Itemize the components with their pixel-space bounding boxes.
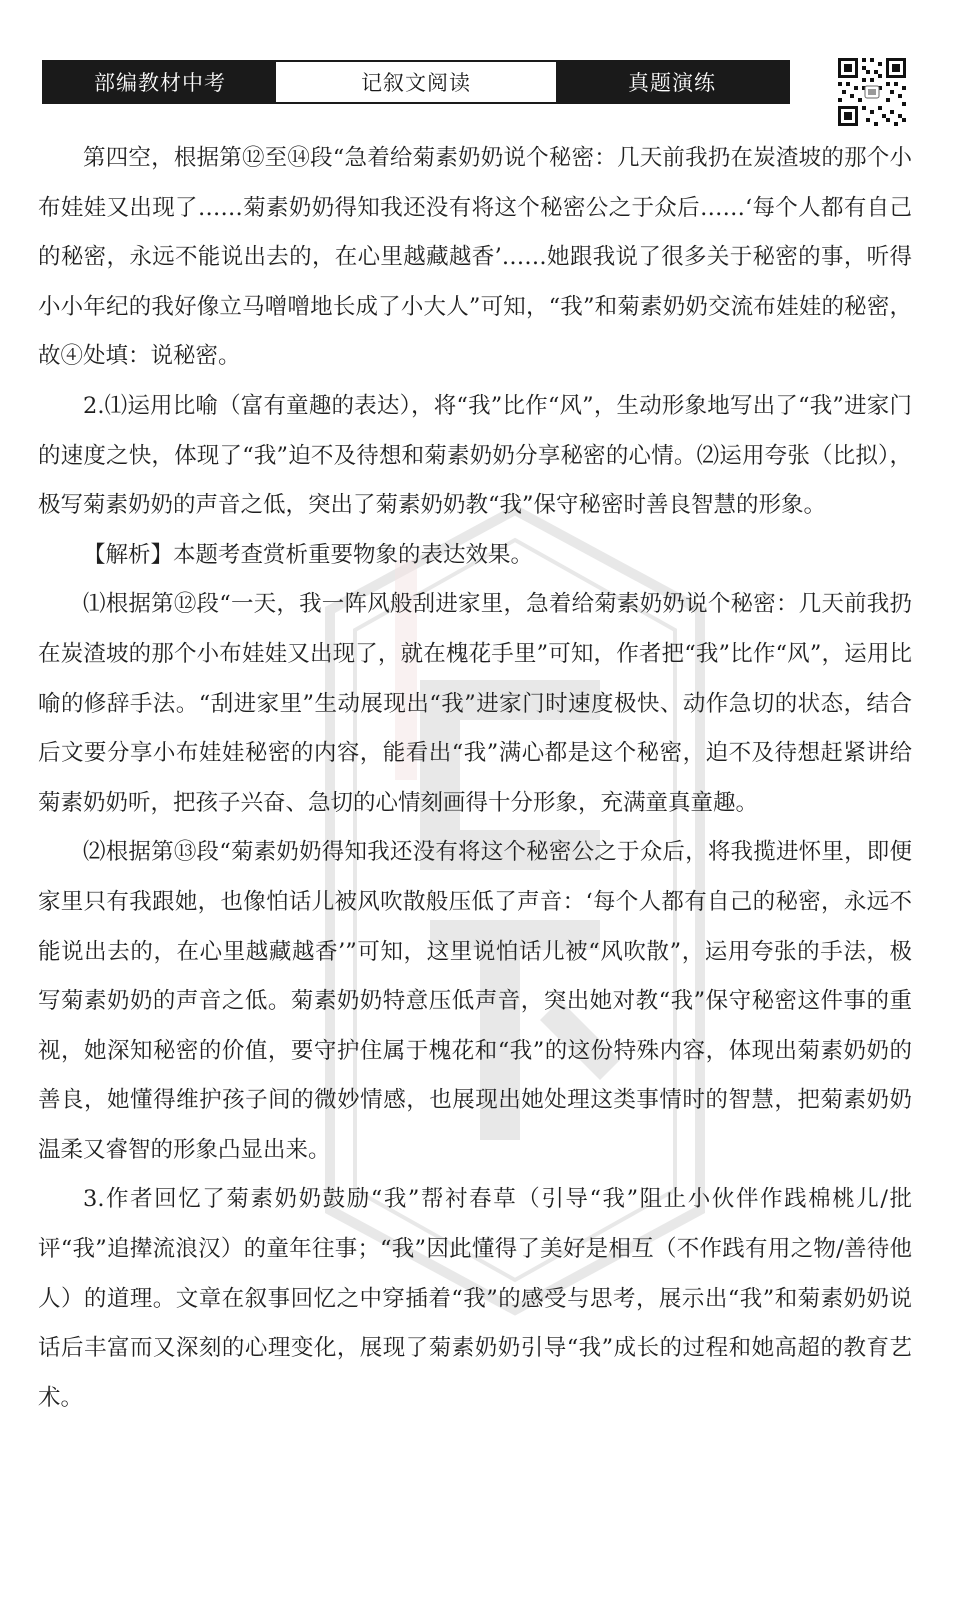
header-tab-topic: 记叙文阅读 <box>276 62 556 102</box>
header-bar <box>42 60 790 104</box>
paragraph-analysis-heading: 【解析】本题考查赏析重要物象的表达效果。 <box>83 541 534 568</box>
header-tab-practice: 真题演练 <box>556 62 788 102</box>
header-tab-textbook: 部编教材中考 <box>44 62 276 102</box>
paragraph-answer-two: 2.⑴运用比喻（富有童趣的表达），将“我”比作“风”，生动形象地写出了“我”进家门的速度之快，体现了“我”迫不及待想和菊素奶奶分享秘密的心情。⑵运用夸张（比拟），极写菊素奶奶的声音之低，突出了菊素奶奶教“我”保守秘密时善良智慧的形象。 <box>38 392 912 519</box>
paragraph-analysis-two: ⑵根据第⑬段“菊素奶奶得知我还没有将这个秘密公之于众后，将我揽进怀里，即便家里只有我跟她，也像怕话儿被风吹散般压低了声音：‘每个人都有自己的秘密，永远不能说出去的，在心里越藏越香’”可知，这里说怕话儿被“风吹散”，运用夸张的手法，极写菊素奶奶的声音之低。菊素奶奶特意压低声音，突出她对教“我”保守秘密这件事的重视，她深知秘密的价值，要守护住属于槐花和“我”的这份特殊内容，体现出菊素奶奶的善良，她懂得维护孩子间的微妙情感，也展现出她处理这类事情时的智慧，把菊素奶奶温柔又睿智的形象凸显出来。 <box>38 839 912 1163</box>
qr-code-icon <box>836 56 908 128</box>
paragraph-analysis-one: ⑴根据第⑫段“一天，我一阵风般刮进家里，急着给菊素奶奶说个秘密：几天前我扔在炭渣坡的那个小布娃娃又出现了，就在槐花手里”可知，作者把“我”比作“风”，运用比喻的修辞手法。“刮进家里”生动展现出“我”进家门时速度极快、动作急切的状态，结合后文要分享小布娃娃秘密的内容，能看出“我”满心都是这个秘密，迫不及待想赶紧讲给菊素奶奶听，把孩子兴奋、急切的心情刻画得十分形象，充满童真童趣。 <box>38 591 912 816</box>
paragraph-answer-three: 3.作者回忆了菊素奶奶鼓励“我”帮衬春草（引导“我”阻止小伙伴作践棉桃儿/批评“我”追撵流浪汉）的童年往事；“我”因此懂得了美好是相互（不作践有用之物/善待他人）的道理。文章在叙事回忆之中穿插着“我”的感受与思考，展示出“我”和菊素奶奶说话后丰富而又深刻的心理变化，展现了菊素奶奶引导“我”成长的过程和她高超的教育艺术。 <box>38 1186 912 1411</box>
paragraph-blank-four: 第四空，根据第⑫至⑭段“急着给菊素奶奶说个秘密：几天前我扔在炭渣坡的那个小布娃娃又出现了……菊素奶奶得知我还没有将这个秘密公之于众后……‘每个人都有自己的秘密，永远不能说出去的，在心里越藏越香’……她跟我说了很多关于秘密的事，听得小小年纪的我好像立马噌噌地长成了小大人”可知，“我”和菊素奶奶交流布娃娃的秘密，故④处填：说秘密。 <box>38 145 912 370</box>
document-body <box>38 134 912 1423</box>
